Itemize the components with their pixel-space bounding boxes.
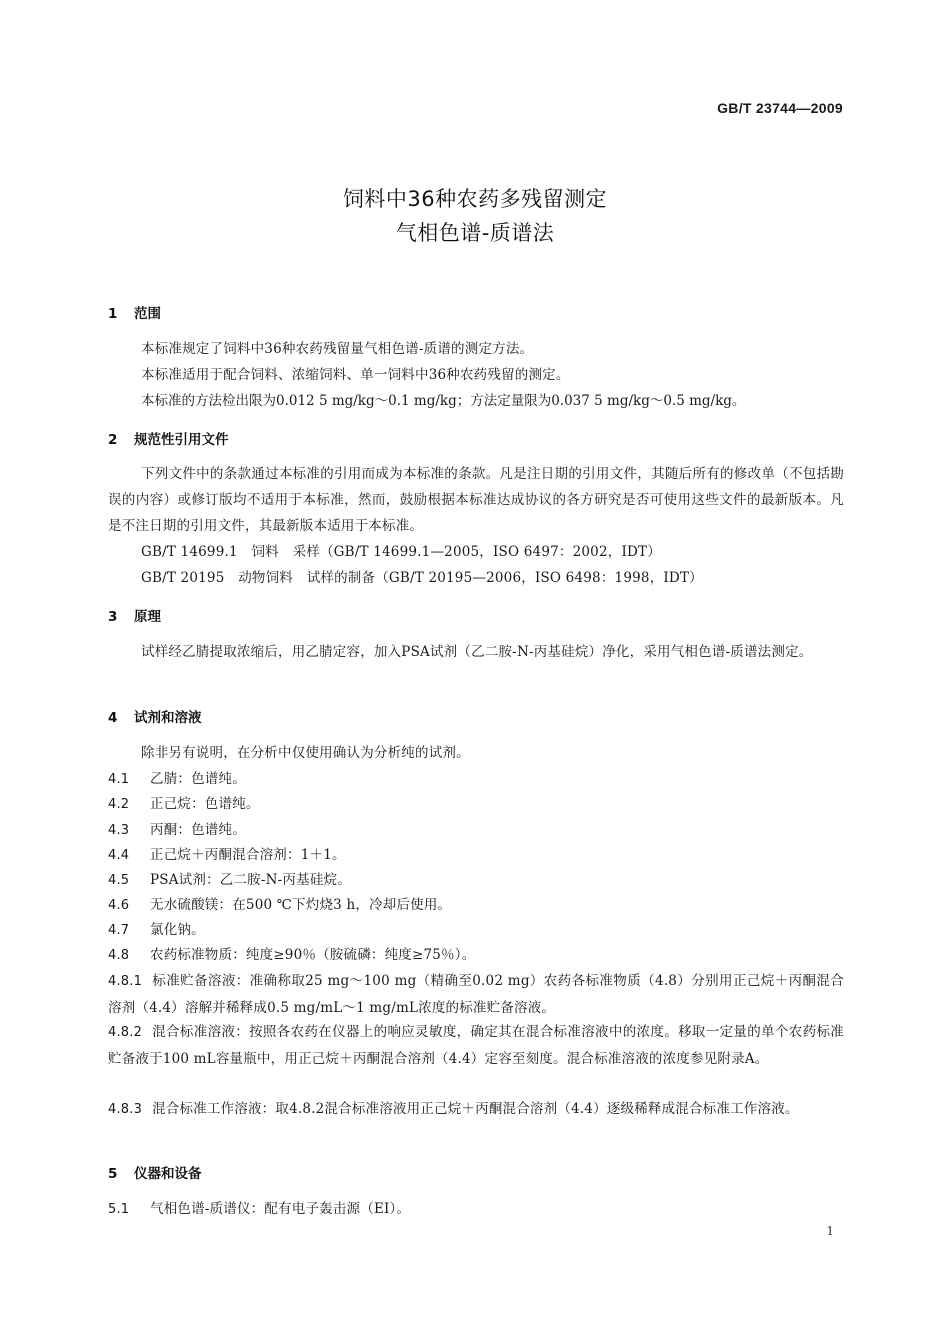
reagent-item bbox=[108, 892, 844, 919]
section-number: 4 bbox=[108, 710, 118, 726]
title-line-2: 气相色谱-质谱法 bbox=[395, 221, 555, 245]
document-title bbox=[0, 182, 950, 250]
item-text: 氯化钠。 bbox=[150, 922, 205, 938]
item-number: 4.2 bbox=[108, 797, 130, 812]
section-3-heading bbox=[108, 605, 161, 625]
section-4-heading bbox=[108, 706, 202, 726]
page-number: 1 bbox=[826, 1224, 834, 1238]
item-number: 4.1 bbox=[108, 772, 130, 787]
scope-paragraph-3: 本标准的方法检出限为0.012 5 mg/kg～0.1 mg/kg；方法定量限为0.037 5 mg/kg～0.5 mg/kg。 bbox=[141, 393, 746, 409]
subclause-text: 混合标准工作溶液：取4.8.2混合标准溶液用正己烷＋丙酮混合溶剂（4.4）逐级稀释成混合标准工作溶液。 bbox=[152, 1101, 799, 1117]
reagent-item bbox=[108, 942, 844, 969]
section-title: 试剂和溶液 bbox=[134, 710, 202, 726]
scope-paragraph-2: 本标准适用于配合饲料、浓缩饲料、单一饲料中36种农药残留的测定。 bbox=[141, 367, 570, 383]
subclause-number: 4.8.3 bbox=[108, 1102, 143, 1117]
subclause-4-8-3 bbox=[108, 1096, 844, 1123]
item-text: 气相色谱-质谱仪：配有电子轰击源（EI）。 bbox=[150, 1201, 411, 1217]
item-number: 5.1 bbox=[108, 1202, 130, 1217]
subclause-text: 标准贮备溶液：准确称取25 mg～100 mg（精确至0.02 mg）农药各标准物质（4.8）分别用正己烷＋丙酮混合溶剂（4.4）溶解并稀释成0.5 mg/mL～1 mg/mL浓度的标准贮备溶液。 bbox=[108, 973, 844, 1016]
subclause-number: 4.8.1 bbox=[108, 974, 143, 989]
standard-number: GB/T 23744—2009 bbox=[717, 100, 843, 116]
reagents-intro: 除非另有说明，在分析中仅使用确认为分析纯的试剂。 bbox=[141, 745, 470, 761]
subclause-4-8-2 bbox=[108, 1019, 844, 1072]
item-text: 正己烷＋丙酮混合溶剂：1＋1。 bbox=[150, 847, 346, 863]
section-2-heading bbox=[108, 428, 229, 448]
reference-gb-t-20195: GB/T 20195 动物饲料 试样的制备（GB/T 20195—2006，ISO 6498：1998，IDT） bbox=[141, 570, 703, 586]
section-title: 范围 bbox=[134, 306, 161, 322]
item-text: 乙腈：色谱纯。 bbox=[150, 771, 246, 787]
principle-paragraph: 试样经乙腈提取浓缩后，用乙腈定容，加入PSA试剂（乙二胺-N-丙基硅烷）净化，采用气相色谱-质谱法测定。 bbox=[141, 644, 813, 660]
section-title: 仪器和设备 bbox=[134, 1166, 202, 1182]
subclause-text: 混合标准溶液：按照各农药在仪器上的响应灵敏度，确定其在混合标准溶液中的浓度。移取一定量的单个农药标准贮备液于100 mL容量瓶中，用正己烷＋丙酮混合溶剂（4.4）定容至刻度。混合标准溶液的浓度参见附录A。 bbox=[108, 1024, 844, 1067]
section-title: 规范性引用文件 bbox=[134, 432, 229, 448]
subclause-4-8-1 bbox=[108, 968, 844, 1021]
item-number: 4.4 bbox=[108, 848, 130, 863]
subclause-number: 4.8.2 bbox=[108, 1025, 143, 1040]
item-number: 4.7 bbox=[108, 923, 130, 938]
normative-references-paragraph: 下列文件中的条款通过本标准的引用而成为本标准的条款。凡是注日期的引用文件，其随后所有的修改单（不包括勘误的内容）或修订版均不适用于本标准，然而，鼓励根据本标准达成协议的各方研究是否可使用这些文件的最新版本。凡是不注日期的引用文件，其最新版本适用于本标准。 bbox=[108, 466, 844, 534]
item-text: 无水硫酸镁：在500 ℃下灼烧3 h，冷却后使用。 bbox=[150, 897, 452, 913]
section-number: 2 bbox=[108, 432, 118, 448]
item-text: 正己烷：色谱纯。 bbox=[150, 796, 260, 812]
item-text: PSA试剂：乙二胺-N-丙基硅烷。 bbox=[150, 872, 351, 888]
reagent-item bbox=[108, 917, 844, 944]
title-line-1: 饲料中36种农药多残留测定 bbox=[342, 187, 608, 211]
section-number: 3 bbox=[108, 609, 118, 625]
reagent-item bbox=[108, 817, 844, 844]
item-text: 丙酮：色谱纯。 bbox=[150, 822, 246, 838]
reagent-item bbox=[108, 766, 844, 793]
equipment-item bbox=[108, 1196, 844, 1223]
reagent-item bbox=[108, 842, 844, 869]
item-text: 农药标准物质：纯度≥90％（胺硫磷：纯度≥75％）。 bbox=[150, 947, 476, 963]
reagent-item bbox=[108, 791, 844, 818]
reference-gb-t-14699-1: GB/T 14699.1 饲料 采样（GB/T 14699.1—2005，ISO 6497：2002，IDT） bbox=[141, 544, 661, 560]
item-number: 4.6 bbox=[108, 898, 130, 913]
item-number: 4.8 bbox=[108, 948, 130, 963]
section-1-heading bbox=[108, 302, 161, 322]
item-number: 4.5 bbox=[108, 873, 130, 888]
section-number: 1 bbox=[108, 306, 118, 322]
scope-paragraph-1: 本标准规定了饲料中36种农药残留量气相色谱-质谱的测定方法。 bbox=[141, 341, 534, 357]
item-number: 4.3 bbox=[108, 823, 130, 838]
section-number: 5 bbox=[108, 1166, 118, 1182]
section-5-heading bbox=[108, 1162, 202, 1182]
section-title: 原理 bbox=[134, 609, 161, 625]
reagent-item bbox=[108, 867, 844, 894]
